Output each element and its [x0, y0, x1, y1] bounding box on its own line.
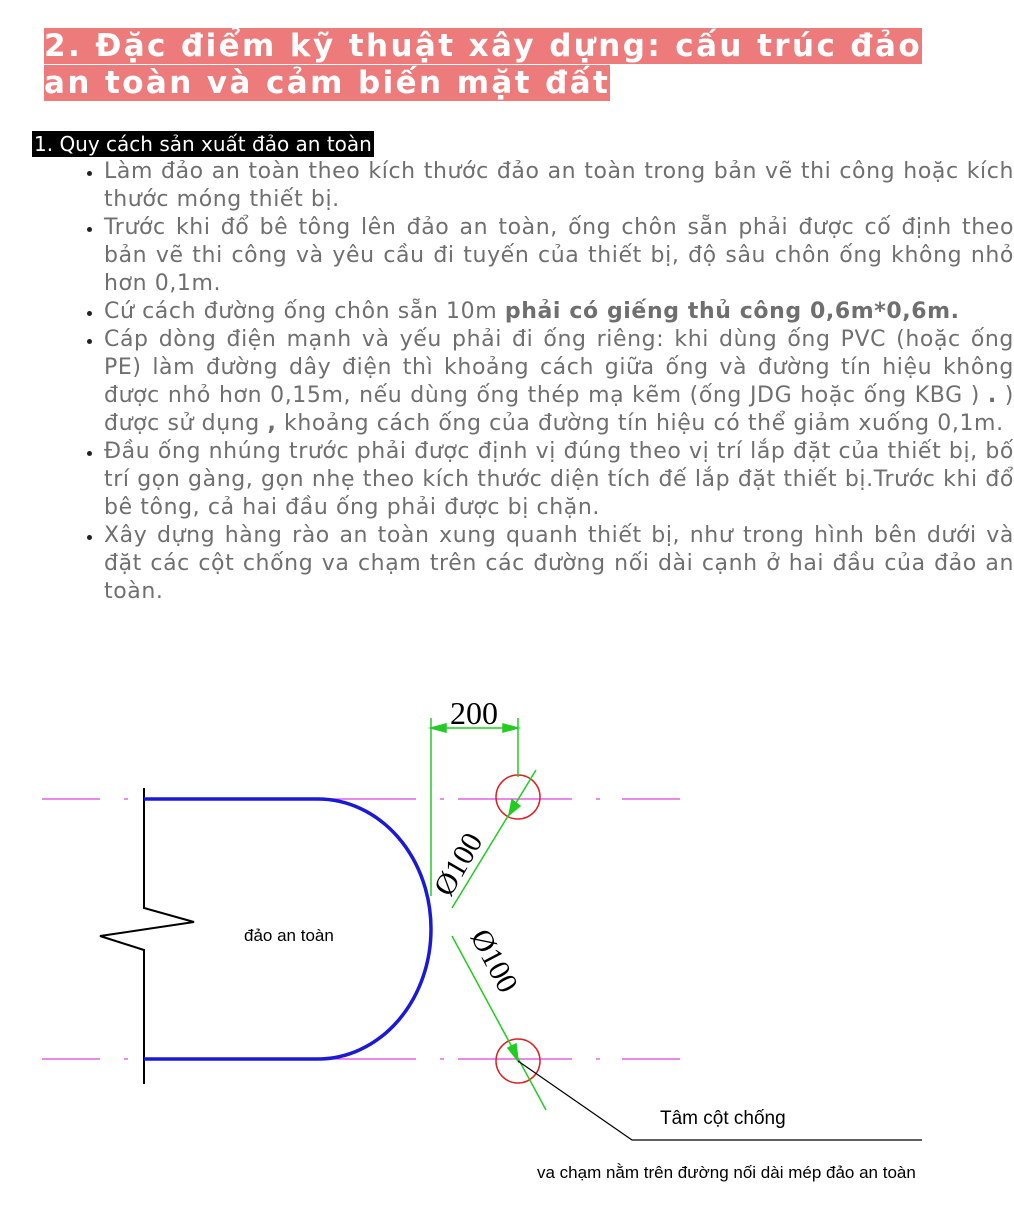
subheading: 1. Quy cách sản xuất đảo an toàn	[34, 132, 372, 156]
centerlines	[42, 799, 680, 1059]
bullet-text-end: khoảng cách ống của đường tín hiệu có thể giảm xuống 0,1m.	[276, 411, 1004, 436]
dim-label-diag-1: Ø100	[427, 827, 490, 902]
bullet-text: Cáp dòng điện mạnh và yếu phải đi ống riêng: khi dùng ống PVC (hoặc ống PE) làm đường dây điện thì khoảng cách giữa ống và đường tín hiệu không được nhỏ hơn 0,15m, nếu dùng ống thép mạ kẽm (ống JDG hoặc ống KBG )	[104, 327, 1014, 408]
bullet-text-cont: ) được sử dụng	[104, 383, 1014, 436]
bullet-list	[56, 158, 1014, 606]
bullet-bold-dot: .	[987, 383, 997, 408]
safety-island-diagram	[0, 680, 1009, 1218]
list-item	[104, 326, 1014, 438]
island-label: đảo an toàn	[244, 926, 334, 945]
bullet-text: Đầu ống nhúng trước phải được định vị đúng theo vị trí lắp đặt của thiết bị, bố trí gọn gàng, gọn nhẹ theo kích thước diện tích đế lắp đặt thiết bị.Trước khi đổ bê tông, cả hai đầu ống phải được bị chặn.	[104, 439, 1014, 520]
bullet-text: Cứ cách đường ống chôn sẵn 10m	[104, 299, 505, 324]
list-item	[104, 158, 1014, 214]
dim-arrow-left	[431, 724, 446, 732]
section-title	[44, 28, 956, 102]
break-line	[100, 788, 194, 1084]
dim-label-200: 200	[450, 695, 498, 731]
bullet-bold-comma: ,	[267, 411, 277, 436]
bullet-text: Trước khi đổ bê tông lên đảo an toàn, ống chôn sẵn phải được cố định theo bản vẽ thi công và yêu cầu đi tuyến của thiết bị, độ sâu chôn ống không nhỏ hơn 0,1m.	[104, 215, 1014, 296]
bullet-bold-text: phải có giếng thủ công 0,6m*0,6m.	[504, 299, 960, 324]
note-label: va chạm nằm trên đường nối dài mép đảo an toàn	[537, 1163, 916, 1182]
section-title-text: 2. Đặc điểm kỹ thuật xây dựng: cấu trúc đảo an toàn và cảm biến mặt đất	[44, 28, 923, 101]
dim-label-diag-2: Ø100	[463, 923, 525, 999]
dim-arrow-right	[503, 724, 518, 732]
list-item	[104, 522, 1014, 606]
bullet-text: Xây dựng hàng rào an toàn xung quanh thiết bị, như trong hình bên dưới và đặt các cột chống va chạm trên các đường nối dài cạnh ở hai đầu của đảo an toàn.	[104, 523, 1014, 604]
post-label: Tâm cột chống	[660, 1108, 786, 1129]
post-top-circle	[496, 775, 540, 819]
list-item	[104, 214, 1014, 298]
dimension-lines	[431, 718, 546, 1110]
list-item	[104, 438, 1014, 522]
dim-arrow-diag-1	[509, 800, 520, 815]
list-item	[104, 298, 1014, 326]
bullet-text: Làm đảo an toàn theo kích thước đảo an toàn trong bản vẽ thi công hoặc kích thước móng thiết bị.	[104, 159, 1014, 212]
